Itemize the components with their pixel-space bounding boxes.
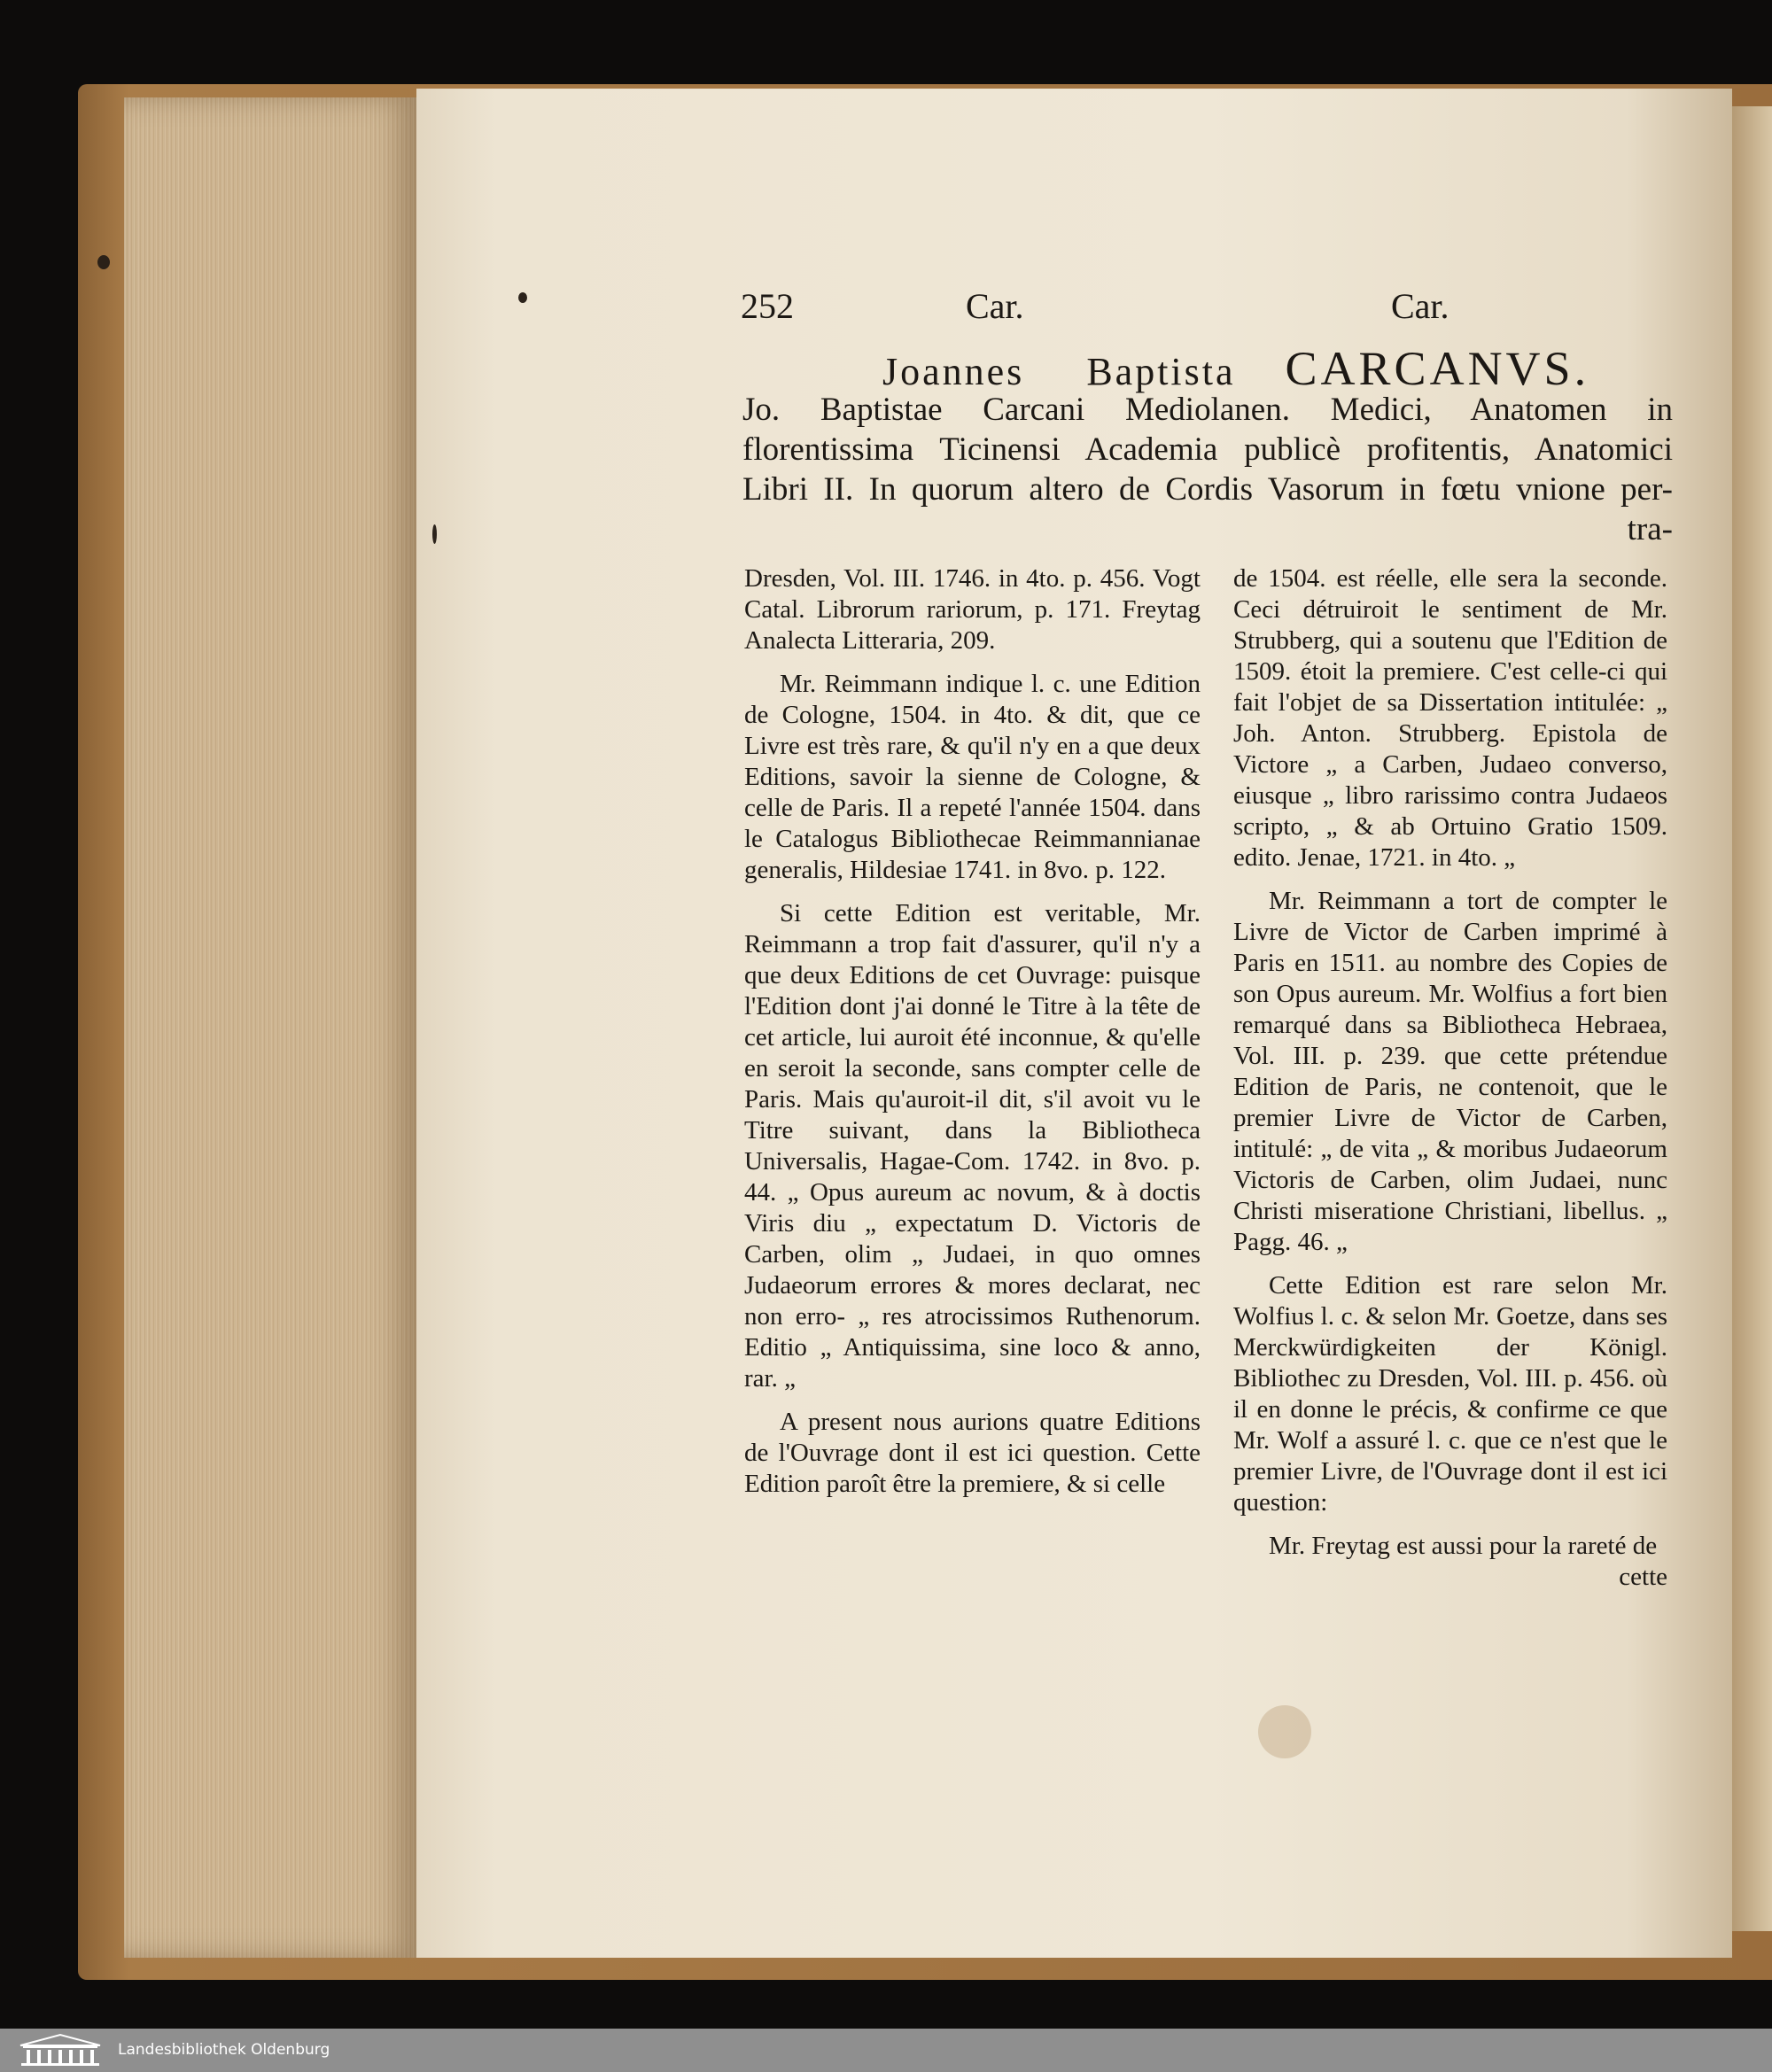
book-title-catchword: tra-	[1627, 511, 1673, 547]
binding-hole	[97, 255, 110, 269]
page-mark	[432, 524, 437, 544]
paragraph: Mr. Reimmann a tort de compter le Livre de Victor de Carben imprimé à Paris en 1511. au nombre des Copies de son Opus aureum. Mr. Wolfius a fort bien remarqué dans sa Bibliotheca Hebraea, Vol. III. p. 239. que cette prétendue Edition de Paris, ne contenoit, que le premier Livre de Victor de Carben, intitulé: „ de vita „ & moribus Judaeorum Victoris de Carben, olim Judaei, nunc Christi miseratione Christiani, libellus. „ Pagg. 46. „	[1233, 887, 1667, 1256]
paragraph: Si cette Edition est veritable, Mr. Reimmann a trop fait d'assurer, qu'il n'y a que deux Editions de cet Ouvrage: puisque l'Edition dont j'ai donné le Titre à la tête de cet article, lui auroit été inconnue, & qu'elle en seroit la seconde, sans compter celle de Paris. Mais qu'auroit-il dit, s'il avoit vu le Titre suivant, dans la Bibliotheca Universalis, Hagae-Com. 1742. in 8vo. p. 44. „ Opus aureum ac novum, & à doctis Viris diu „ expectatum D. Victoris de Carben, olim „ Judaei, in quo omnes Judaeorum errores & mores declarat, nec non erro- „ res atrocissimos Ruthenorum. Editio „ Antiquissima, sine loco & anno, rar. „	[744, 899, 1201, 1393]
page-number: 252	[741, 286, 794, 326]
catchword: cette	[1619, 1563, 1667, 1591]
entry-title-surname: CARCANVS.	[1285, 342, 1590, 395]
book-title-line: Libri II. In quorum altero de Cordis Vasorum in fœtu vnione per-	[742, 471, 1673, 508]
library-name: Landesbibliothek Oldenburg	[118, 2041, 330, 2059]
book-title-line: florentissima Ticinensi Academia publicè profitentis, Anatomici	[742, 431, 1673, 468]
right-text-column	[1233, 563, 1667, 1593]
paragraph: de 1504. est réelle, elle sera la seconde. Ceci détruiroit le sentiment de Mr. Strubberg, qui a soutenu que l'Edition de 1509. étoit la premiere. C'est celle-ci qui fait l'objet de sa Dissertation intitulée: „ Joh. Anton. Strubberg. Epistola de Victore „ a Carben, Judaeo converso, eiusque „ libro rarissimo contra Judaeos scripto, „ & ab Ortuino Gratio 1509. edito. Jenae, 1721. in 4to. „	[1233, 564, 1667, 872]
page-speck	[518, 292, 527, 303]
book-title-line: Jo. Baptistae Carcani Mediolanen. Medici, Anatomen in	[742, 392, 1673, 428]
page-block-edges	[124, 97, 416, 1958]
paragraph: A present nous aurions quatre Editions de l'Ouvrage dont il est ici question. Cette Edition paroît être la premiere, & si celle	[744, 1408, 1201, 1498]
left-text-column	[744, 563, 1201, 1512]
running-head-left: Car.	[966, 286, 1024, 326]
paragraph: Mr. Reimmann indique l. c. une Edition de Cologne, 1504. in 4to. & dit, que ce Livre est très rare, & qu'il n'y en a que deux Editions, savoir la sienne de Cologne, & celle de Paris. Il a repeté l'année 1504. dans le Catalogus Bibliothecae Reimmannianae generalis, Hildesiae 1741. in 8vo. p. 122.	[744, 670, 1201, 884]
entry-title-part-2: Baptista	[1086, 350, 1236, 393]
page-stain	[1258, 1705, 1311, 1758]
entry-title	[882, 341, 1589, 396]
paragraph: Dresden, Vol. III. 1746. in 4to. p. 456. Vogt Catal. Librorum rariorum, p. 171. Freytag Analecta Litteraria, 209.	[744, 564, 1201, 655]
paragraph: Mr. Freytag est aussi pour la rareté de	[1269, 1532, 1658, 1560]
entry-title-part-1: Joannes	[882, 350, 1025, 393]
paragraph: Cette Edition est rare selon Mr. Wolfius l. c. & selon Mr. Goetze, dans ses Merckwürdigkeiten der Königl. Bibliothec zu Dresden, Vol. III. p. 456. où il en donne le précis, & confirme ce que Mr. Wolf a assuré l. c. que ce n'est que le premier Livre, de l'Ouvrage dont il est ici question:	[1233, 1271, 1667, 1517]
book-title-block	[742, 390, 1673, 549]
library-building-icon	[16, 2033, 105, 2067]
running-head-right: Car.	[1391, 286, 1449, 326]
facing-page-edge	[1732, 106, 1772, 1931]
